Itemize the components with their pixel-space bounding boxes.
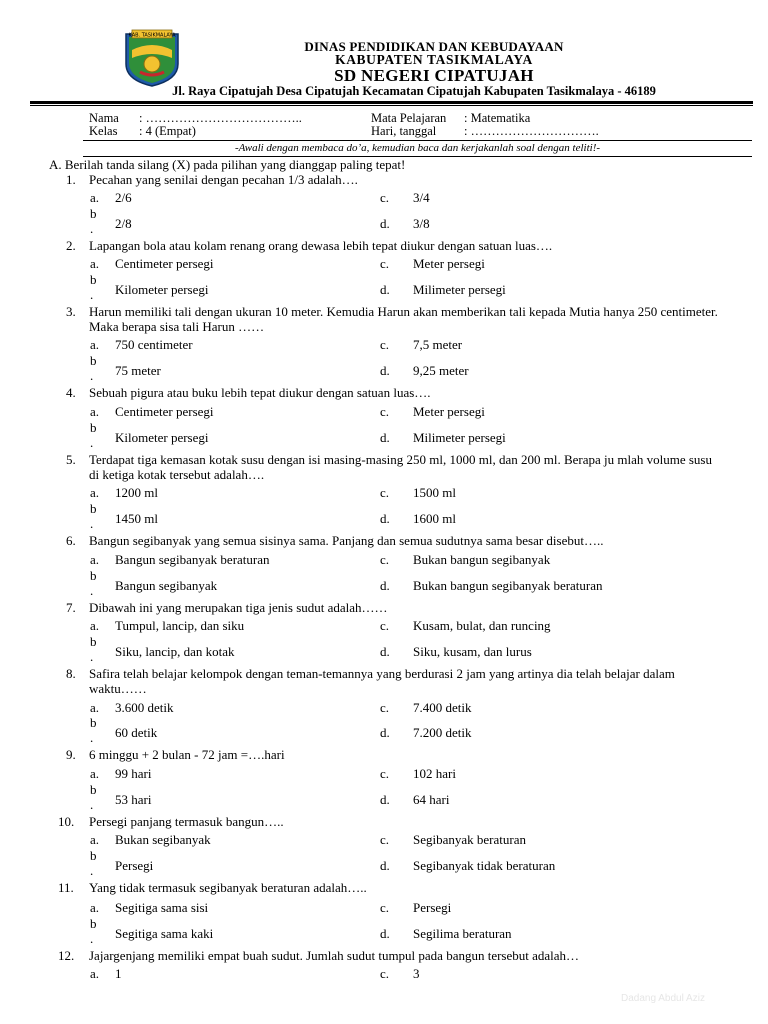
q11-option-b-letter: b [90, 916, 97, 931]
q7-option-b-period: . [90, 649, 94, 664]
q12-option-c[interactable]: 3 [413, 966, 420, 981]
q3-option-a-letter: a. [90, 337, 100, 352]
q2-option-b[interactable]: Kilometer persegi [115, 282, 209, 297]
question-11-text: Yang tidak termasuk segibanyak beraturan adalah….. [89, 880, 367, 895]
mapel-value: : Matematika [464, 111, 531, 125]
q7-option-c-letter: c. [380, 618, 390, 633]
nama-label: Nama [89, 111, 119, 125]
question-9-number: 9. [66, 747, 76, 762]
q11-option-a-letter: a. [90, 900, 100, 915]
q1-option-c-letter: c. [380, 190, 390, 205]
question-6-number: 6. [66, 533, 76, 548]
q6-option-c[interactable]: Bukan bangun segibanyak [413, 552, 551, 567]
q2-option-a-letter: a. [90, 256, 100, 271]
q5-option-b-letter: b [90, 501, 97, 516]
q2-option-b-period: . [90, 287, 94, 302]
q8-option-c[interactable]: 7.400 detik [413, 700, 472, 715]
q1-option-b[interactable]: 2/8 [115, 216, 132, 231]
q2-option-d[interactable]: Milimeter persegi [413, 282, 506, 297]
q2-option-a[interactable]: Centimeter persegi [115, 256, 214, 271]
q3-option-a[interactable]: 750 centimeter [115, 337, 193, 352]
question-5-number: 5. [66, 452, 76, 467]
instruction-notice: -Awali dengan membaca do’a, kemudian baca dan kerjakanlah soal dengan teliti!- [234, 142, 601, 154]
q3-option-d[interactable]: 9,25 meter [413, 363, 469, 378]
q6-option-a[interactable]: Bangun segibanyak beraturan [115, 552, 270, 567]
q9-option-b-letter: b [90, 782, 97, 797]
question-7-text: Dibawah ini yang merupakan tiga jenis sudut adalah…… [89, 600, 388, 615]
q5-option-c[interactable]: 1500 ml [413, 485, 456, 500]
q3-option-b-letter: b [90, 353, 97, 368]
q4-option-d[interactable]: Milimeter persegi [413, 430, 506, 445]
q8-option-b-letter: b [90, 715, 97, 730]
q4-option-b[interactable]: Kilometer persegi [115, 430, 209, 445]
q4-option-a-letter: a. [90, 404, 100, 419]
q1-option-a[interactable]: 2/6 [115, 190, 132, 205]
question-8-text: Safira telah belajar kelompok dengan teman-temannya yang berdurasi 2 jam yang artinya dia telah belajar dalam waktu…… [89, 666, 675, 696]
q8-option-a[interactable]: 3.600 detik [115, 700, 174, 715]
q4-option-b-letter: b [90, 420, 97, 435]
question-7-number: 7. [66, 600, 76, 615]
q4-option-d-letter: d. [380, 430, 390, 445]
watermark: Dadang Abdul Aziz [621, 993, 705, 1004]
q10-option-c-letter: c. [380, 832, 390, 847]
q4-option-b-period: . [90, 435, 94, 450]
q6-option-c-letter: c. [380, 552, 390, 567]
question-8-number: 8. [66, 666, 76, 681]
q9-option-c[interactable]: 102 hari [413, 766, 456, 781]
q3-option-c[interactable]: 7,5 meter [413, 337, 463, 352]
question-5-text: Terdapat tiga kemasan kotak susu dengan isi masing-masing 250 ml, 1000 ml, dan 200 ml. Berapa ju mlah volume susu di ketiga kotak tersebut adalah…. [89, 452, 712, 482]
question-4-number: 4. [66, 385, 76, 400]
mapel-label: Mata Pelajaran [371, 111, 447, 125]
question-2-text: Lapangan bola atau kolam renang orang dewasa lebih tepat diukur dengan satuan luas…. [89, 238, 553, 253]
q7-option-b[interactable]: Siku, lancip, dan kotak [115, 644, 235, 659]
identity-rule-top [83, 140, 752, 141]
q3-option-c-letter: c. [380, 337, 390, 352]
header-address: Jl. Raya Cipatujah Desa Cipatujah Kecamatan Cipatujah Kabupaten Tasikmalaya - 46189 [172, 84, 656, 98]
q4-option-c[interactable]: Meter persegi [413, 404, 485, 419]
question-11-number: 11. [58, 880, 74, 895]
q8-option-c-letter: c. [380, 700, 390, 715]
q11-option-d-letter: d. [380, 926, 390, 941]
q7-option-d[interactable]: Siku, kusam, dan lurus [413, 644, 532, 659]
q3-option-d-letter: d. [380, 363, 390, 378]
q11-option-c[interactable]: Persegi [413, 900, 452, 915]
header-rule-thin [30, 105, 753, 106]
q5-option-d-letter: d. [380, 511, 390, 526]
q6-option-b-period: . [90, 583, 94, 598]
q1-option-d-letter: d. [380, 216, 390, 231]
q6-option-a-letter: a. [90, 552, 100, 567]
q1-option-b-letter: b [90, 206, 97, 221]
q8-option-d[interactable]: 7.200 detik [413, 725, 472, 740]
q8-option-a-letter: a. [90, 700, 100, 715]
q2-option-c-letter: c. [380, 256, 390, 271]
q1-option-d[interactable]: 3/8 [413, 216, 430, 231]
q5-option-c-letter: c. [380, 485, 390, 500]
svg-text:KAB. TASIKMALAYA: KAB. TASIKMALAYA [128, 32, 176, 39]
q12-option-a-letter: a. [90, 966, 100, 981]
q6-option-b-letter: b [90, 568, 97, 583]
question-3-number: 3. [66, 304, 76, 319]
q9-option-a[interactable]: 99 hari [115, 766, 152, 781]
header-rule-thick [30, 101, 753, 104]
q2-option-c[interactable]: Meter persegi [413, 256, 485, 271]
kelas-label: Kelas [89, 124, 118, 138]
q2-option-b-letter: b [90, 272, 97, 287]
q4-option-c-letter: c. [380, 404, 390, 419]
question-12-text: Jajargenjang memiliki empat buah sudut. Jumlah sudut tumpul pada bangun tersebut adalah… [89, 948, 580, 963]
question-9-text: 6 minggu + 2 bulan - 72 jam =….hari [89, 747, 285, 762]
q9-option-d[interactable]: 64 hari [413, 792, 450, 807]
q9-option-c-letter: c. [380, 766, 390, 781]
header-department: DINAS PENDIDIKAN DAN KEBUDAYAAN [304, 39, 564, 54]
header-regency: KABUPATEN TASIKMALAYA [335, 52, 533, 67]
q7-option-a-letter: a. [90, 618, 100, 633]
q5-option-a[interactable]: 1200 ml [115, 485, 158, 500]
q7-option-b-letter: b [90, 634, 97, 649]
q11-option-c-letter: c. [380, 900, 390, 915]
q7-option-c[interactable]: Kusam, bulat, dan runcing [413, 618, 551, 633]
q10-option-b[interactable]: Persegi [115, 858, 154, 873]
q5-option-d[interactable]: 1600 ml [413, 511, 456, 526]
kelas-value: : 4 (Empat) [139, 124, 196, 138]
q10-option-a[interactable]: Bukan segibanyak [115, 832, 211, 847]
q12-option-c-letter: c. [380, 966, 390, 981]
q7-option-d-letter: d. [380, 644, 390, 659]
nama-field[interactable]: : ……………………………….. [139, 111, 302, 125]
hari-label: Hari, tanggal [371, 124, 437, 138]
question-2-number: 2. [66, 238, 76, 253]
q8-option-b-period: . [90, 730, 94, 745]
q10-option-d-letter: d. [380, 858, 390, 873]
q6-option-b[interactable]: Bangun segibanyak [115, 578, 218, 593]
q5-option-a-letter: a. [90, 485, 100, 500]
q2-option-d-letter: d. [380, 282, 390, 297]
q11-option-a[interactable]: Segitiga sama sisi [115, 900, 209, 915]
question-12-number: 12. [58, 948, 75, 963]
q11-option-b-period: . [90, 931, 94, 946]
q9-option-b[interactable]: 53 hari [115, 792, 152, 807]
q8-option-b[interactable]: 60 detik [115, 725, 158, 740]
q10-option-d[interactable]: Segibanyak tidak beraturan [413, 858, 556, 873]
q11-option-d[interactable]: Segilima beraturan [413, 926, 512, 941]
section-a-instruction: A. Berilah tanda silang (X) pada pilihan yang dianggap paling tepat! [49, 157, 406, 172]
q10-option-c[interactable]: Segibanyak beraturan [413, 832, 526, 847]
q3-option-b-period: . [90, 368, 94, 383]
q10-option-b-period: . [90, 863, 94, 878]
q9-option-b-period: . [90, 797, 94, 812]
q6-option-d[interactable]: Bukan bangun segibanyak beraturan [413, 578, 603, 593]
q1-option-c[interactable]: 3/4 [413, 190, 430, 205]
question-10-number: 10. [58, 814, 75, 829]
header-school-name: SD NEGERI CIPATUJAH [334, 66, 534, 85]
q7-option-a[interactable]: Tumpul, lancip, dan siku [115, 618, 245, 633]
question-1-text: Pecahan yang senilai dengan pecahan 1/3 adalah…. [89, 172, 358, 187]
question-6-text: Bangun segibanyak yang semua sisinya sama. Panjang dan semua sudutnya sama besar disebut….. [89, 533, 604, 548]
question-10-text: Persegi panjang termasuk bangun….. [89, 814, 284, 829]
question-4-text: Sebuah pigura atau buku lebih tepat diukur dengan satuan luas…. [89, 385, 431, 400]
q3-option-b[interactable]: 75 meter [115, 363, 161, 378]
q1-option-b-period: . [90, 221, 94, 236]
q5-option-b[interactable]: 1450 ml [115, 511, 158, 526]
question-3-text: Harun memiliki tali dengan ukuran 10 meter. Kemudia Harun akan memberikan tali kepada Mutia hanya 250 centimeter. Maka berapa sisa tali Harun …… [89, 304, 718, 334]
q5-option-b-period: . [90, 516, 94, 531]
q10-option-a-letter: a. [90, 832, 100, 847]
q1-option-a-letter: a. [90, 190, 100, 205]
q9-option-d-letter: d. [380, 792, 390, 807]
q6-option-d-letter: d. [380, 578, 390, 593]
q10-option-b-letter: b [90, 848, 97, 863]
q11-option-b[interactable]: Segitiga sama kaki [115, 926, 214, 941]
question-1-number: 1. [66, 172, 76, 187]
q9-option-a-letter: a. [90, 766, 100, 781]
q12-option-a[interactable]: 1 [115, 966, 122, 981]
hari-field[interactable]: : …………………………. [464, 124, 599, 138]
q4-option-a[interactable]: Centimeter persegi [115, 404, 214, 419]
q8-option-d-letter: d. [380, 725, 390, 740]
